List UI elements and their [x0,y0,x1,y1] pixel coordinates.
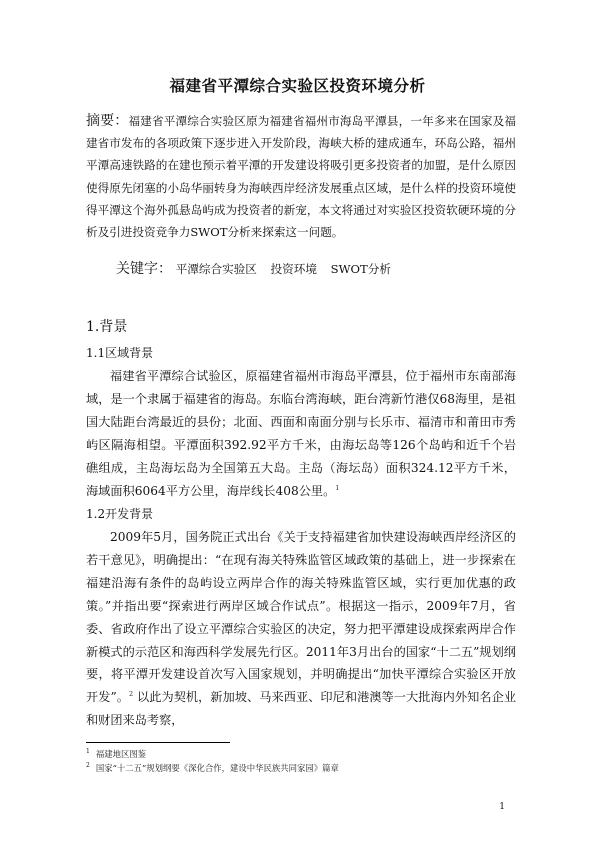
subsection-heading: 1.2开发背景 [86,507,154,521]
keywords-label: 关键字： [116,261,172,277]
paragraph [86,526,516,732]
section-heading: 1.背景 [86,319,128,335]
keyword: 投资环境 [270,262,317,276]
footnote-divider [86,742,230,743]
footnote-text: 福建地区图鉴 [95,748,147,759]
paragraph [86,365,516,502]
document-title: 福建省平潭综合实验区投资环境分析 [169,77,426,95]
abstract-label: 摘要： [86,113,129,129]
footnote [86,760,339,774]
footnote-marker[interactable]: 2 [128,690,134,699]
paragraph-text: 2009年5月，国务院正式出台《关于支持福建省加快建设海峡西岸经济区的若干意见》，明确提出：“在现有海关特殊监管区域政策的基础上，进一步探索在福建沿海有条件的岛屿设立两岸合作的海关特殊监管区域，实行更加优惠的政策。”并指出要“探索进行两岸区域合作试点”。根据这一指示，2009年7月，省委、省政府作出了设立平潭综合实验区的决定，努力把平潭建设成探索两岸合作新模式的示范区和海西科学发展先行区。2011年3月出台的国家“十二五”规划纲要，将平潭开发建设首次写入国家规划，并明确提出“加快平潭综合实验区开放开发”。 [86,530,516,705]
subsection-heading: 1.1区域背景 [86,346,154,360]
paragraph-text: 福建省平潭综合试验区，原福建省福州市海岛平潭县，位于福州市东南部海域，是一个隶属于福建省的海岛。东临台湾海峡，距台湾新竹港仅68海里，是祖国大陆距台湾最近的县份；北面、西面和南面分别与长乐市、福清市和莆田市秀屿区隔海相望。平潭面积392.92平方千米，由海坛岛等126个岛屿和近千个岩礁组成，主岛海坛岛为全国第五大岛。主岛（海坛岛）面积324.12平方千米，海域面积6064平方公里，海岸线长408公里。 [86,369,516,498]
abstract-text: 福建省平潭综合实验区原为福建省福州市海岛平潭县，一年多来在国家及福建省市发布的各项政策下逐步进入开发阶段，海峡大桥的建成通车，环岛公路，福州平潭高速铁路的在建也预示着平潭的开发建设将吸引更多投资者的加盟，是什么原因使得原先闭塞的小岛华丽转身为海峡西岸经济发展重点区域，是什么样的投资环境使得平潭这个海外孤悬岛屿成为投资者的新宠，本文将通过对实验区投资软硬环境的分析及引进投资竞争力SWOT分析来探索这一问题。 [86,114,516,240]
footnote [86,746,146,760]
keywords [116,258,401,280]
footnote-marker[interactable]: 1 [335,483,340,492]
footnote-mark: 2 [86,762,90,769]
page-number: 1 [499,802,505,812]
paragraph-text: 以此为契机，新加坡、马来西亚、印尼和港澳等一大批海内外知名企业和财团来岛考察， [86,690,517,728]
footnote-text: 国家“十二五”规划纲要《深化合作，建设中华民族共同家园》篇章 [95,762,339,773]
footnote-mark: 1 [86,748,90,755]
keyword: SWOT分析 [330,262,391,276]
abstract [86,110,516,243]
keyword: 平潭综合实验区 [175,262,257,276]
